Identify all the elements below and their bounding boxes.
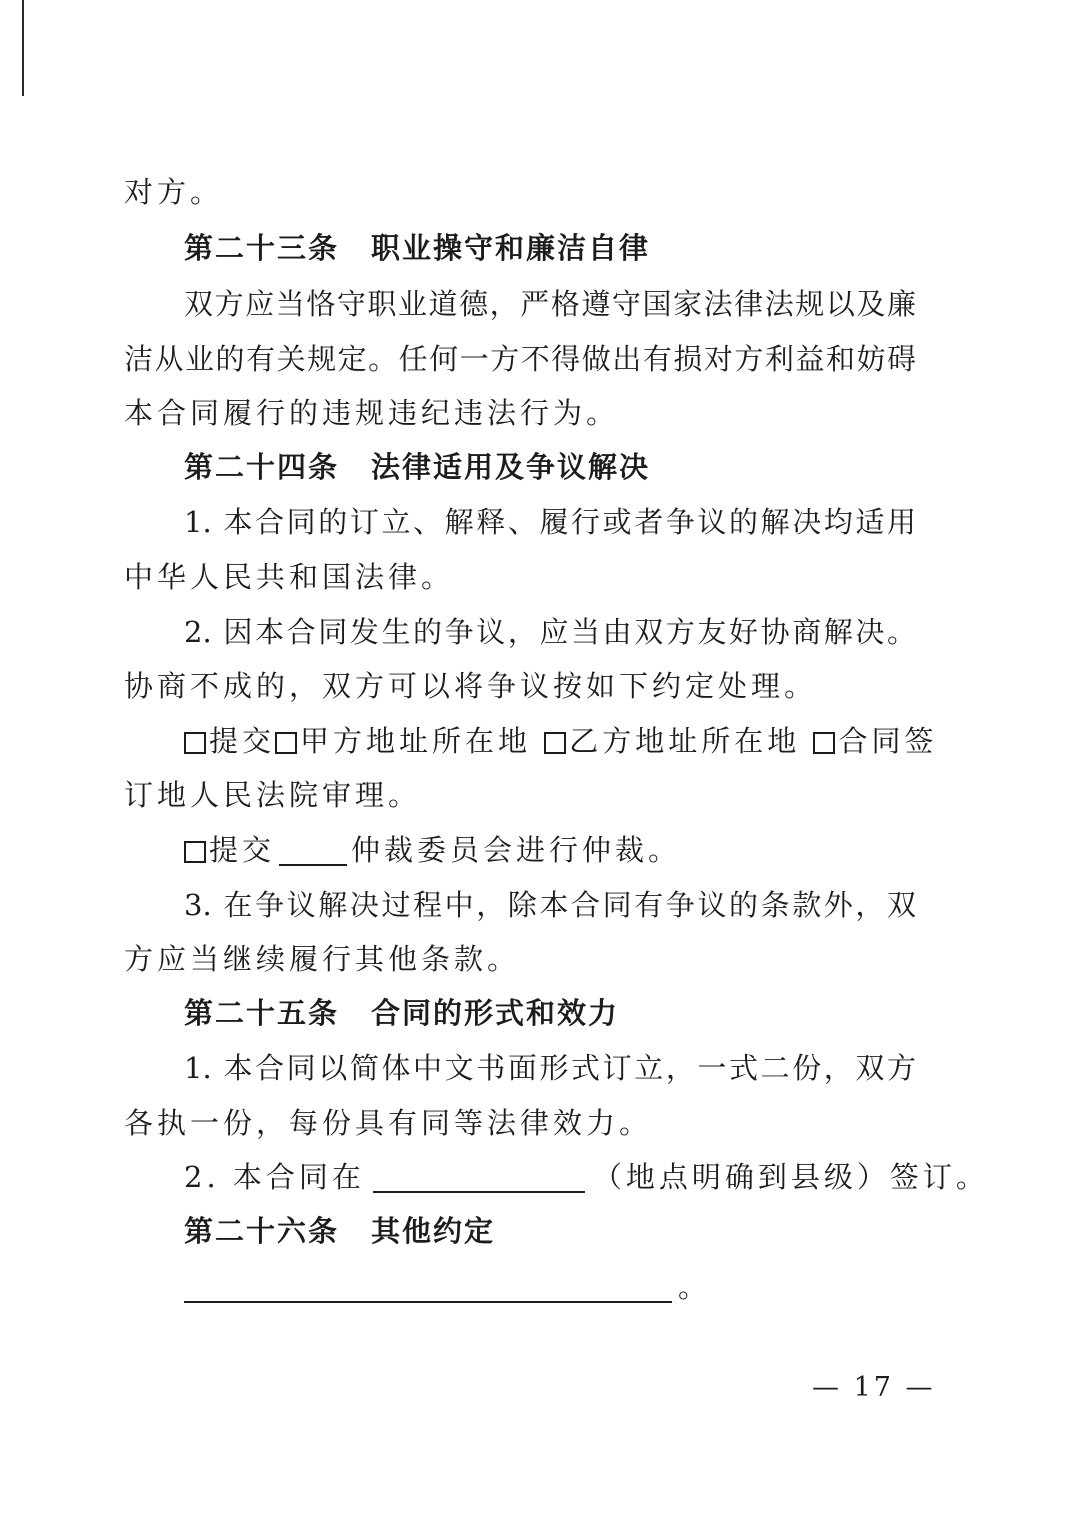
page-number: — 17 — [812,1372,936,1403]
text-line: 双方应当恪守职业道德，严格遵守国家法律法规以及廉 [184,287,916,321]
other-agreement-blank[interactable] [184,1271,672,1303]
text-line: 3. 在争议解决过程中，除本合同有争议的条款外，双 [184,888,916,922]
other-agreement-line: 。 [184,1267,984,1307]
checkbox-submit-court[interactable] [184,732,206,754]
checkbox-party-b-address[interactable] [544,732,566,754]
arbitration-option-line: 提交 仲裁委员会进行仲裁。 [184,830,984,870]
signing-place-line: 2. 本合同在 （地点明确到县级）签订。 [184,1160,989,1194]
article-title: 合同的形式和效力 [371,996,620,1030]
article-title: 法律适用及争议解决 [371,450,651,484]
text-line: 洁从业的有关规定。任何一方不得做出有损对方利益和妨碍 [124,342,916,376]
checkbox-arbitration[interactable] [184,841,206,863]
text-line: 本合同履行的违规违纪违法行为。 [124,396,620,430]
checkbox-party-a-address[interactable] [275,732,297,754]
article-26-heading [184,1211,984,1251]
text-line: 2. 因本合同发生的争议，应当由双方友好协商解决。 [184,615,916,649]
article-number: 第二十四条 [184,450,340,484]
checkbox-signing-place[interactable] [813,732,835,754]
article-24-heading [184,447,984,487]
arbitration-commission-blank[interactable] [279,834,347,866]
article-title: 其他约定 [371,1214,496,1248]
margin-rule [22,0,24,96]
text-line: 订地人民法院审理。 [124,778,422,812]
article-number: 第二十五条 [184,996,340,1030]
text-line: 中华人民共和国法律。 [124,560,455,594]
text-line: 协商不成的，双方可以将争议按如下约定处理。 [124,669,818,703]
article-number: 第二十六条 [184,1214,340,1248]
text-line: 1. 本合同的订立、解释、履行或者争议的解决均适用 [184,505,916,539]
article-25-heading [184,993,984,1033]
text-line: 1. 本合同以简体中文书面形式订立，一式二份，双方 [184,1051,916,1085]
text-line: 方应当继续履行其他条款。 [124,942,521,976]
article-title: 职业操守和廉洁自律 [371,231,651,265]
article-number: 第二十三条 [184,231,340,265]
court-option-line: 提交 甲方地址所在地 乙方地址所在地 合同签 [184,721,984,761]
article-23-heading [184,228,984,268]
signing-place-blank[interactable] [373,1161,585,1193]
text-line: 各执一份，每份具有同等法律效力。 [124,1106,653,1140]
text-line: 对方。 [124,175,224,209]
